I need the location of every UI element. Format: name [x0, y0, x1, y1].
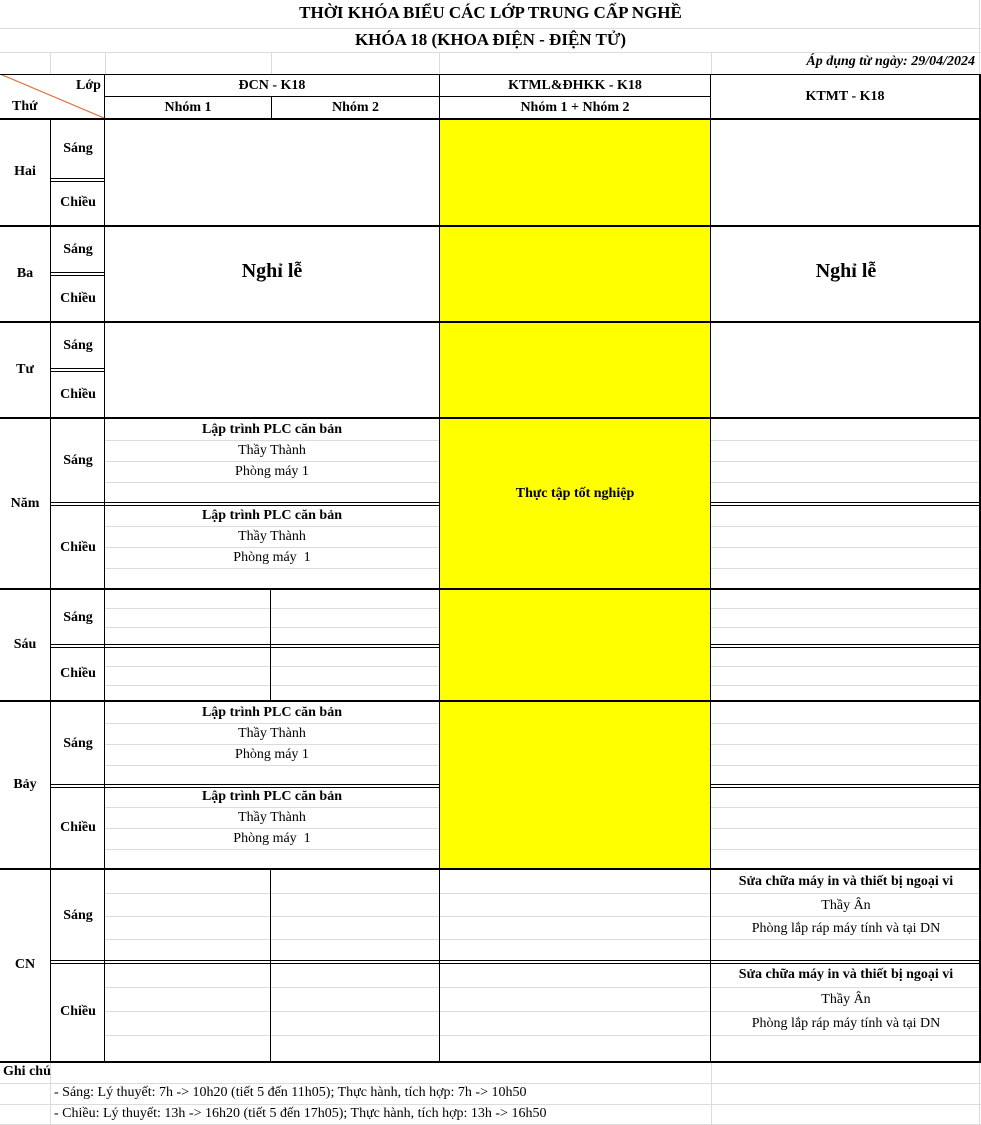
gridline — [711, 608, 981, 609]
title-line-2: KHÓA 18 (KHOA ĐIỆN - ĐIỆN TỬ) — [354, 30, 627, 49]
table-border-line — [0, 321, 981, 323]
table-border-line — [711, 784, 979, 785]
day-nam: Năm — [10, 495, 40, 511]
header-thu: Thứ — [12, 99, 38, 114]
ktmt-cn-chieu-room: Phòng lắp ráp máy tính và tại DN — [751, 1016, 941, 1031]
gridline — [105, 52, 106, 74]
gridline — [711, 765, 981, 766]
notes-label: Ghi chú — [3, 1064, 51, 1079]
table-border-line — [711, 502, 979, 503]
gridline — [439, 52, 440, 74]
table-border-line — [711, 787, 979, 788]
table-border-line — [51, 644, 439, 645]
day-hai: Hai — [14, 164, 36, 179]
session-ba-sang: Sáng — [63, 242, 93, 257]
ktmt-cn-chieu-subject: Sửa chữa máy in và thiết bị ngoại vi — [738, 967, 954, 982]
session-tu-chieu: Chiều — [60, 387, 96, 402]
plc-nam-chieu-room: Phòng máy 1 — [233, 549, 311, 565]
gridline — [105, 568, 440, 569]
table-border-line — [711, 647, 979, 648]
gridline — [711, 849, 981, 850]
gridline — [105, 608, 440, 609]
table-border-line — [51, 275, 104, 276]
holiday-ktmt: Nghỉ lễ — [815, 259, 877, 282]
table-border-line — [0, 74, 981, 75]
gridline — [105, 1011, 711, 1012]
ktmt-cn-sang-subject: Sửa chữa máy in và thiết bị ngoại vi — [738, 873, 954, 889]
gridline — [0, 52, 981, 53]
gridline — [711, 828, 981, 829]
gridline — [271, 52, 272, 74]
table-border-line — [51, 178, 104, 179]
header-dcn: ĐCN - K18 — [238, 77, 306, 93]
apply-date: Áp dụng từ ngày: 29/04/2024 — [806, 54, 975, 69]
table-border-line — [440, 960, 710, 961]
table-border-line — [51, 963, 439, 964]
table-border-line — [51, 371, 104, 372]
gridline — [105, 939, 711, 940]
plc-bay-sang-subject: Lập trình PLC căn bản — [201, 704, 343, 720]
table-border-line — [51, 272, 104, 273]
internship-label: Thực tập tốt nghiệp — [515, 486, 635, 501]
table-border-line — [0, 700, 981, 702]
table-border-line — [271, 97, 272, 118]
plc-nam-chieu-subject: Lập trình PLC căn bản — [201, 507, 343, 523]
header-dcn-nhom2: Nhóm 2 — [331, 99, 380, 115]
day-bay: Bảy — [13, 777, 37, 792]
title-line-1: THỜI KHÓA BIỂU CÁC LỚP TRUNG CẤP NGHỀ — [299, 3, 682, 22]
gridline — [711, 627, 981, 628]
table-border-line — [270, 869, 271, 1061]
gridline — [105, 666, 440, 667]
ktmt-cn-sang-teacher: Thầy Ân — [821, 897, 871, 913]
session-ba-chieu: Chiều — [60, 291, 96, 306]
session-nam-chieu: Chiều — [60, 539, 96, 555]
plc-bay-chieu-teacher: Thầy Thành — [238, 809, 306, 825]
gridline — [711, 807, 981, 808]
table-border-line — [0, 118, 981, 120]
plc-bay-sang-room: Phòng máy 1 — [235, 746, 309, 762]
table-border-line — [51, 502, 439, 503]
gridline — [105, 765, 440, 766]
gridline — [105, 685, 440, 686]
table-border-line — [51, 368, 104, 369]
gridline — [979, 1062, 980, 1125]
gridline — [711, 482, 981, 483]
plc-bay-chieu-subject: Lập trình PLC căn bản — [201, 788, 343, 804]
gridline — [711, 461, 981, 462]
plc-nam-sang-subject: Lập trình PLC căn bản — [201, 421, 343, 437]
session-cn-chieu: Chiều — [60, 1004, 96, 1019]
table-border-line — [104, 74, 105, 1061]
gridline — [105, 482, 440, 483]
gridline — [711, 666, 981, 667]
gridline — [105, 987, 711, 988]
table-border-line — [51, 784, 439, 785]
gridline — [711, 440, 981, 441]
header-ktml-nhom12: Nhóm 1 + Nhóm 2 — [520, 99, 630, 115]
day-sau: Sáu — [13, 637, 37, 652]
table-border-line — [105, 96, 711, 97]
table-border-line — [711, 960, 979, 961]
plc-nam-chieu-teacher: Thầy Thành — [238, 528, 306, 544]
session-hai-sang: Sáng — [63, 140, 93, 156]
gridline — [711, 568, 981, 569]
session-hai-chieu: Chiều — [60, 194, 96, 210]
header-dcn-nhom1: Nhóm 1 — [164, 99, 212, 115]
header-lop: Lớp — [76, 78, 101, 93]
gridline — [105, 916, 711, 917]
gridline — [105, 849, 440, 850]
gridline — [711, 526, 981, 527]
gridline — [711, 685, 981, 686]
gridline — [50, 52, 51, 74]
table-border-line — [270, 589, 271, 701]
notes-morning: - Sáng: Lý thuyết: 7h -> 10h20 (tiết 5 đến 11h05); Thực hành, tích hợp: 7h -> 10h50 — [54, 1085, 527, 1100]
gridline — [711, 547, 981, 548]
day-cn: CN — [14, 957, 36, 972]
gridline — [711, 723, 981, 724]
table-border-line — [0, 417, 981, 419]
gridline — [105, 1035, 711, 1036]
table-border-line — [51, 505, 439, 506]
gridline — [105, 627, 440, 628]
table-border-line — [711, 505, 979, 506]
header-ktml: KTML&ĐHKK - K18 — [508, 77, 642, 93]
table-border-line — [711, 963, 979, 964]
table-border-line — [0, 588, 981, 590]
gridline — [711, 744, 981, 745]
plc-bay-sang-teacher: Thầy Thành — [238, 725, 306, 741]
notes-afternoon: - Chiều: Lý thuyết: 13h -> 16h20 (tiết 5 đến 17h05); Thực hành, tích hợp: 13h -> 16h50 — [54, 1106, 547, 1121]
table-border-line — [440, 963, 710, 964]
table-border-line — [710, 74, 711, 1061]
session-sau-sang: Sáng — [63, 609, 93, 625]
plc-nam-sang-teacher: Thầy Thành — [238, 442, 306, 458]
day-ba: Ba — [16, 266, 34, 281]
table-border-line — [51, 787, 439, 788]
day-tu: Tư — [16, 362, 34, 377]
session-bay-sang: Sáng — [63, 735, 93, 751]
table-border-line — [711, 644, 979, 645]
plc-bay-chieu-room: Phòng máy 1 — [233, 830, 311, 846]
gridline — [0, 1083, 981, 1084]
header-ktmt: KTMT - K18 — [805, 88, 885, 104]
table-border-line — [439, 74, 440, 1061]
table-border-line — [0, 225, 981, 227]
table-border-line — [0, 868, 981, 870]
table-border-line — [0, 1061, 981, 1063]
session-sau-chieu: Chiều — [60, 666, 96, 681]
plc-nam-sang-room: Phòng máy 1 — [235, 463, 309, 479]
gridline — [711, 52, 712, 74]
ktmt-cn-chieu-teacher: Thầy Ân — [821, 992, 871, 1007]
table-border-line — [51, 647, 439, 648]
session-cn-sang: Sáng — [63, 907, 93, 923]
table-border-line — [51, 960, 439, 961]
holiday-dcn: Nghỉ lễ — [241, 259, 303, 282]
session-tu-sang: Sáng — [63, 338, 93, 353]
ktmt-cn-sang-room: Phòng lắp ráp máy tính và tại DN — [751, 920, 941, 936]
session-nam-sang: Sáng — [63, 453, 93, 468]
gridline — [0, 1104, 981, 1105]
gridline — [105, 893, 711, 894]
session-bay-chieu: Chiều — [60, 820, 96, 835]
gridline — [711, 1062, 712, 1125]
table-border-line — [51, 181, 104, 182]
